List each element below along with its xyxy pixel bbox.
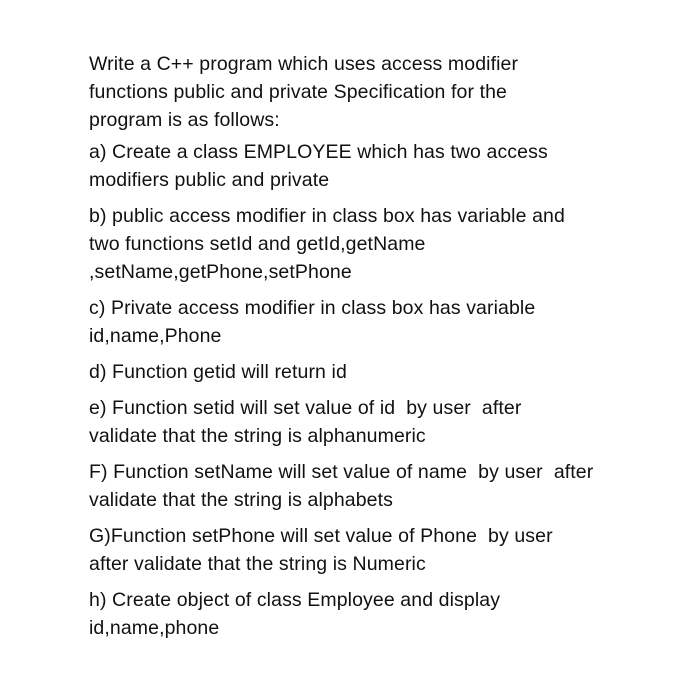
intro-line: Write a C++ program which uses access modifier <box>89 53 519 75</box>
spec-line: two functions setId and getId,getName <box>89 233 426 255</box>
spec-item-d <box>89 358 689 386</box>
spec-line: d) Function getid will return id <box>89 361 347 383</box>
spec-line: h) Create object of class Employee and display <box>89 589 501 611</box>
spec-item-a <box>89 138 689 194</box>
spec-line: validate that the string is alphabets <box>89 489 393 511</box>
intro-paragraph <box>89 50 689 134</box>
intro-line: functions public and private Specification for the <box>89 81 507 103</box>
spec-line: ,setName,getPhone,setPhone <box>89 261 352 283</box>
intro-line: program is as follows: <box>89 109 280 131</box>
spec-line: G)Function setPhone will set value of Phone by user <box>89 525 553 547</box>
spec-item-c <box>89 294 689 350</box>
spec-item-h <box>89 586 689 642</box>
spec-line: b) public access modifier in class box has variable and <box>89 205 565 227</box>
spec-line: after validate that the string is Numeric <box>89 553 426 575</box>
spec-item-f <box>89 458 689 514</box>
spec-line: F) Function setName will set value of name by user after <box>89 461 594 483</box>
spec-line: e) Function setid will set value of id by user after <box>89 397 522 419</box>
document-body <box>89 50 689 642</box>
spec-line: modifiers public and private <box>89 169 330 191</box>
spec-line: id,name,Phone <box>89 325 222 347</box>
spec-line: id,name,phone <box>89 617 220 639</box>
spec-line: validate that the string is alphanumeric <box>89 425 426 447</box>
spec-item-b <box>89 202 689 286</box>
spec-line: a) Create a class EMPLOYEE which has two access <box>89 141 548 163</box>
spec-item-g <box>89 522 689 578</box>
spec-item-e <box>89 394 689 450</box>
spec-line: c) Private access modifier in class box has variable <box>89 297 536 319</box>
